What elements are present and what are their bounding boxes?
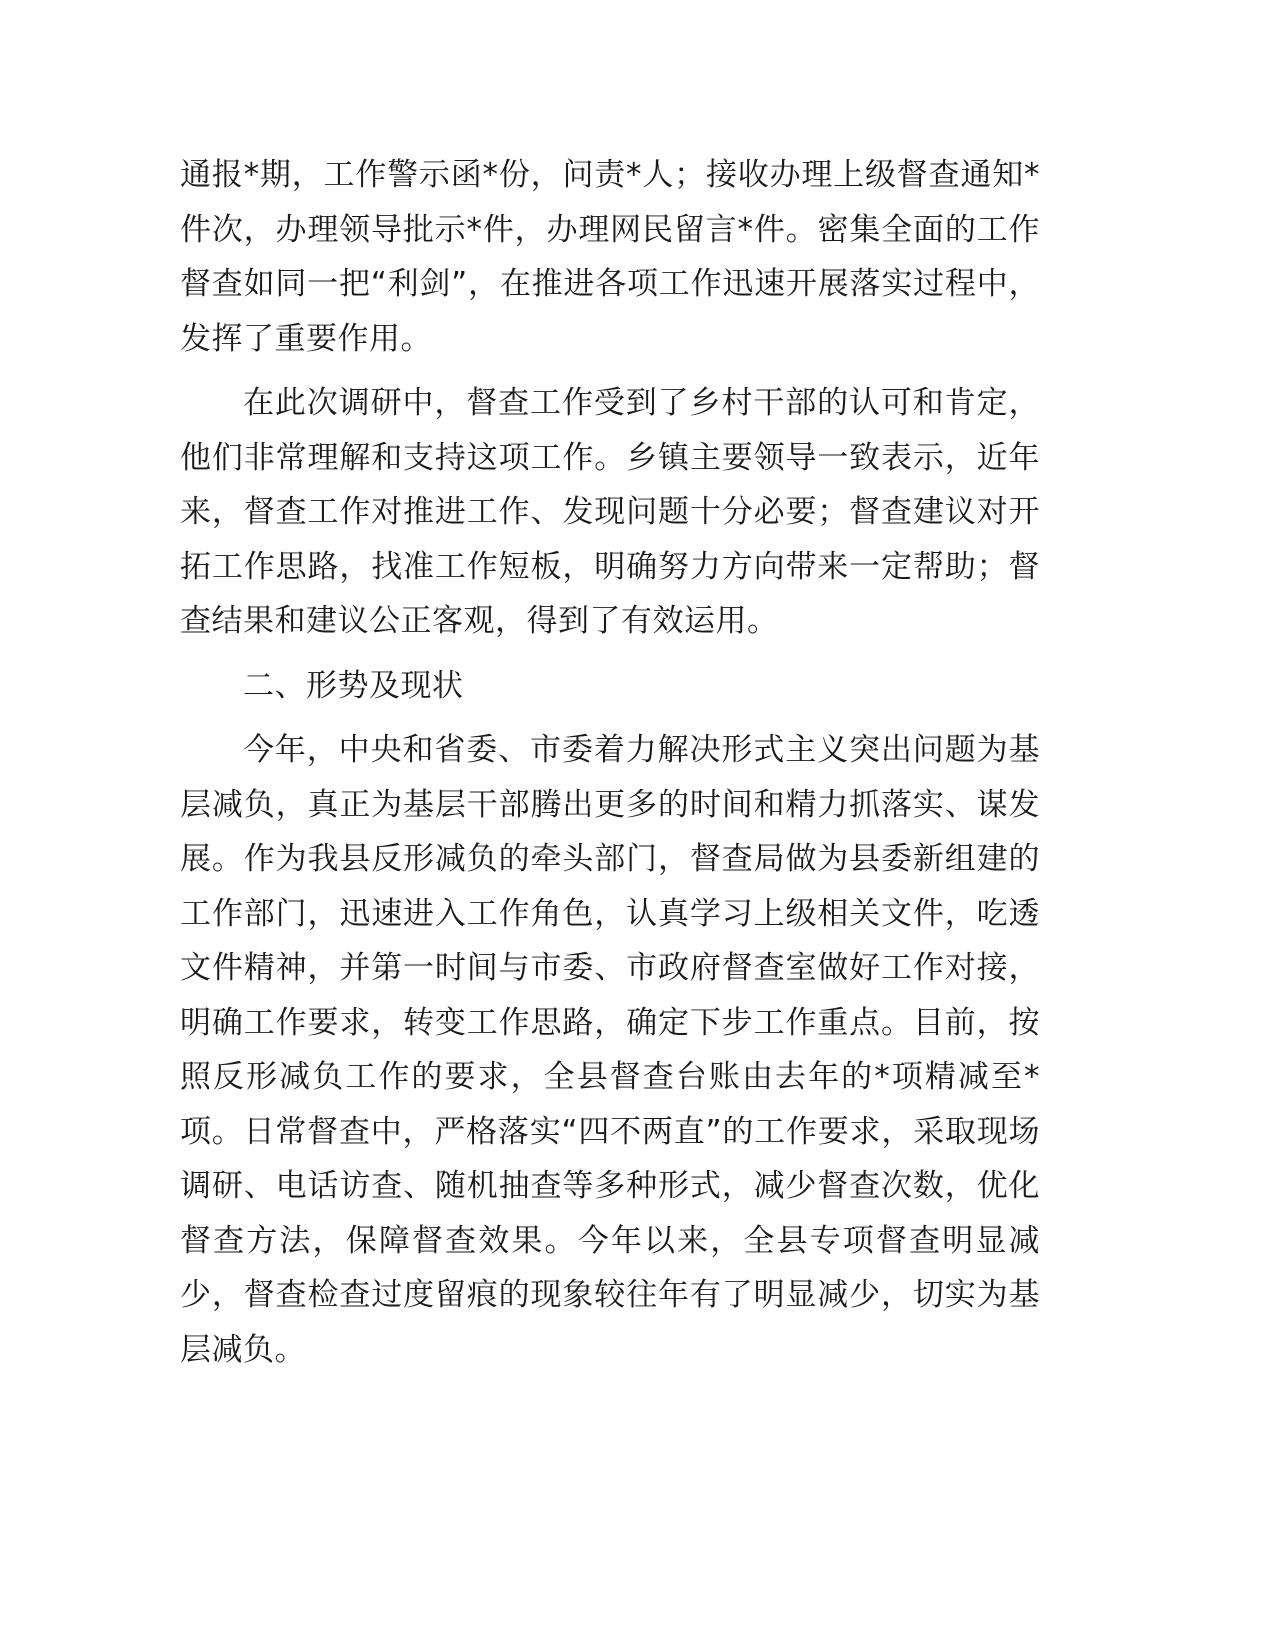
paragraph-current-situation: 今年，中央和省委、市委着力解决形式主义突出问题为基层减负，真正为基层干部腾出更多的时间和精力抓落实、谋发展。作为我县反形减负的牵头部门，督查局做为县委新组建的工作部门，迅速进入工作角色，认真学习上级相关文件，吃透文件精神，并第一时间与市委、市政府督查室做好工作对接，明确工作要求，转变工作思路，确定下步工作重点。目前，按照反形减负工作的要求，全县督查台账由去年的*项精减至*项。日常督查中，严格落实“四不两直”的工作要求，采取现场调研、电话访查、随机抽查等多种形式，减少督查次数，优化督查方法，保障督查效果。今年以来，全县专项督查明显减少，督查检查过度留痕的现象较往年有了明显减少，切实为基层减负。 xyxy=(180,732,1040,1368)
paragraph-continuation: 通报*期，工作警示函*份，问责*人；接收办理上级督查通知*件次，办理领导批示*件，办理网民留言*件。密集全面的工作督查如同一把“利剑”，在推进各项工作迅速开展落实过程中，发挥了重要作用。 xyxy=(180,157,1040,357)
document-body xyxy=(180,148,1040,1377)
paragraph-survey-feedback: 在此次调研中，督查工作受到了乡村干部的认可和肯定，他们非常理解和支持这项工作。乡镇主要领导一致表示，近年来，督查工作对推进工作、发现问题十分必要；督查建议对开拓工作思路，找准工作短板，明确努力方向带来一定帮助；督查结果和建议公正客观，得到了有效运用。 xyxy=(180,385,1040,639)
section-heading: 二、形势及现状 xyxy=(243,667,464,704)
